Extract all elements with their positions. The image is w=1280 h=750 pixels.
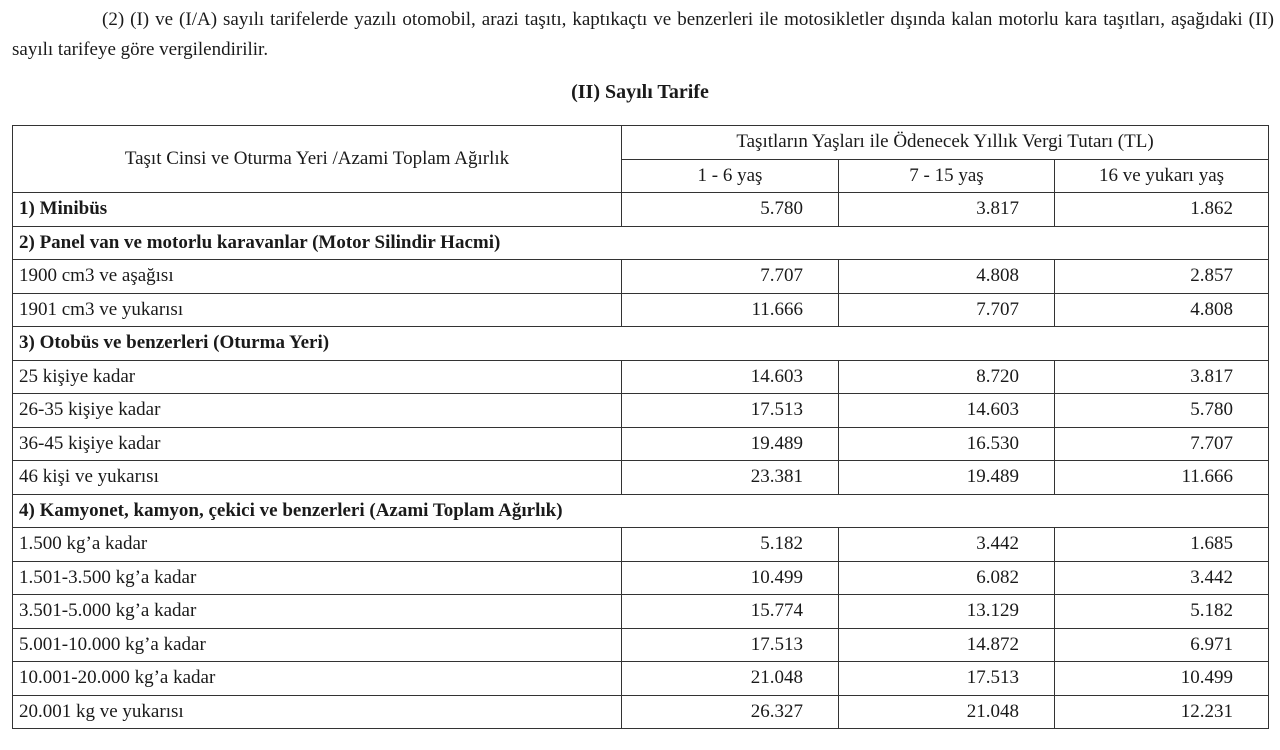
row-label: 20.001 kg ve yukarısı <box>13 695 622 729</box>
table-row <box>13 528 1269 562</box>
tax-7-15-years: 14.603 <box>839 394 1055 428</box>
tax-16-plus-years: 5.182 <box>1055 595 1269 629</box>
row-label: 1900 cm3 ve aşağısı <box>13 260 622 294</box>
tax-7-15-years: 13.129 <box>839 595 1055 629</box>
section-title: 2) Panel van ve motorlu karavanlar (Motor Silindir Hacmi) <box>13 226 1269 260</box>
row-label: 5.001-10.000 kg’a kadar <box>13 628 622 662</box>
row-label: 1901 cm3 ve yukarısı <box>13 293 622 327</box>
tax-1-6-years: 15.774 <box>622 595 839 629</box>
row-label: 1.500 kg’a kadar <box>13 528 622 562</box>
table-row <box>13 461 1269 495</box>
table-row <box>13 427 1269 461</box>
tax-16-plus-years: 1.862 <box>1055 193 1269 227</box>
header-age-7-15: 7 - 15 yaş <box>839 159 1055 193</box>
tax-7-15-years: 3.817 <box>839 193 1055 227</box>
section-row <box>13 226 1269 260</box>
table-title: (II) Sayılı Tarife <box>571 81 709 103</box>
tax-tariff-table <box>12 125 1269 729</box>
table-row <box>13 628 1269 662</box>
tax-1-6-years: 7.707 <box>622 260 839 294</box>
intro-paragraph: (2) (I) ve (I/A) sayılı tarifelerde yazılı otomobil, arazi taşıtı, kaptıkaçtı ve benzerleri ile motosikletler dışında kalan motorlu kara taşıtları, aşağıdaki (II) sayılı tarifeye göre vergilendirilir. <box>12 9 1274 60</box>
tax-7-15-years: 16.530 <box>839 427 1055 461</box>
tax-16-plus-years: 7.707 <box>1055 427 1269 461</box>
tax-7-15-years: 4.808 <box>839 260 1055 294</box>
tax-1-6-years: 5.182 <box>622 528 839 562</box>
tax-1-6-years: 17.513 <box>622 394 839 428</box>
tax-16-plus-years: 11.666 <box>1055 461 1269 495</box>
row-label: 25 kişiye kadar <box>13 360 622 394</box>
table-row <box>13 595 1269 629</box>
tax-1-6-years: 10.499 <box>622 561 839 595</box>
section-row <box>13 494 1269 528</box>
row-label: 3.501-5.000 kg’a kadar <box>13 595 622 629</box>
tax-1-6-years: 19.489 <box>622 427 839 461</box>
tax-16-plus-years: 1.685 <box>1055 528 1269 562</box>
row-label: 46 kişi ve yukarısı <box>13 461 622 495</box>
section-title: 4) Kamyonet, kamyon, çekici ve benzerleri (Azami Toplam Ağırlık) <box>13 494 1269 528</box>
table-row <box>13 193 1269 227</box>
tax-1-6-years: 26.327 <box>622 695 839 729</box>
tax-7-15-years: 14.872 <box>839 628 1055 662</box>
table-row <box>13 662 1269 696</box>
header-age-16-plus: 16 ve yukarı yaş <box>1055 159 1269 193</box>
tax-16-plus-years: 3.817 <box>1055 360 1269 394</box>
table-row <box>13 360 1269 394</box>
tax-7-15-years: 19.489 <box>839 461 1055 495</box>
tax-7-15-years: 21.048 <box>839 695 1055 729</box>
section-title: 3) Otobüs ve benzerleri (Oturma Yeri) <box>13 327 1269 361</box>
table-row <box>13 260 1269 294</box>
header-annual-tax-group: Taşıtların Yaşları ile Ödenecek Yıllık Vergi Tutarı (TL) <box>622 126 1269 160</box>
row-label: 1.501-3.500 kg’a kadar <box>13 561 622 595</box>
row-label: 26-35 kişiye kadar <box>13 394 622 428</box>
tax-7-15-years: 3.442 <box>839 528 1055 562</box>
row-label: 1) Minibüs <box>13 193 622 227</box>
tax-7-15-years: 7.707 <box>839 293 1055 327</box>
tax-16-plus-years: 10.499 <box>1055 662 1269 696</box>
tax-7-15-years: 17.513 <box>839 662 1055 696</box>
tax-1-6-years: 17.513 <box>622 628 839 662</box>
header-age-1-6: 1 - 6 yaş <box>622 159 839 193</box>
tax-1-6-years: 21.048 <box>622 662 839 696</box>
tax-1-6-years: 14.603 <box>622 360 839 394</box>
tax-7-15-years: 6.082 <box>839 561 1055 595</box>
section-row <box>13 327 1269 361</box>
tax-16-plus-years: 3.442 <box>1055 561 1269 595</box>
tax-16-plus-years: 6.971 <box>1055 628 1269 662</box>
tax-16-plus-years: 2.857 <box>1055 260 1269 294</box>
tax-16-plus-years: 5.780 <box>1055 394 1269 428</box>
tax-1-6-years: 11.666 <box>622 293 839 327</box>
table-body <box>13 193 1269 729</box>
row-label: 36-45 kişiye kadar <box>13 427 622 461</box>
table-row <box>13 293 1269 327</box>
header-vehicle-type: Taşıt Cinsi ve Oturma Yeri /Azami Toplam Ağırlık <box>13 126 622 193</box>
table-row <box>13 695 1269 729</box>
tax-7-15-years: 8.720 <box>839 360 1055 394</box>
row-label: 10.001-20.000 kg’a kadar <box>13 662 622 696</box>
table-row <box>13 561 1269 595</box>
tax-1-6-years: 23.381 <box>622 461 839 495</box>
tax-16-plus-years: 12.231 <box>1055 695 1269 729</box>
tax-16-plus-years: 4.808 <box>1055 293 1269 327</box>
table-row <box>13 394 1269 428</box>
tax-1-6-years: 5.780 <box>622 193 839 227</box>
